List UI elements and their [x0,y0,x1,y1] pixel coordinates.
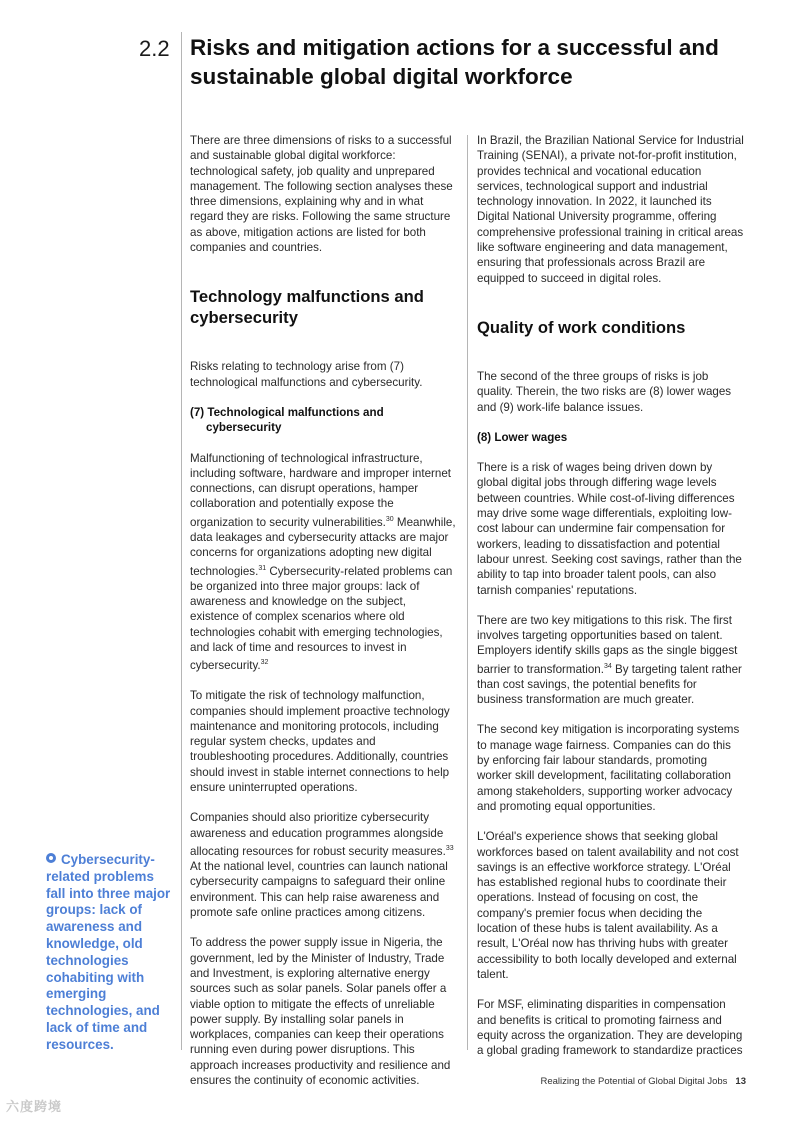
awareness-text-b: At the national level, countries can launch national cybersecurity campaigns to safeguard their online environment. This can help raise awareness and promote safe online practices among citizens. [190,860,448,920]
heading-quality-of-work: Quality of work conditions [477,317,686,337]
loreal-paragraph: L'Oréal's experience shows that seeking global workforces based on talent availability and not cost savings is an effective workforce strategy. L'Oréal has established regional hubs to coordinate their operations. Instead of focusing on cost, the company's premier focus when deciding the location of these hubs is talent availability. As a result, L'Oréal now has thriving hubs with greater accessibility to both locally developed and external talent. [477,830,739,981]
awareness-paragraph [190,810,458,920]
talent-text-a: There are two key mitigations to this risk. The first involves targeting opportunities based on talent. Employers identify skills gaps as the single biggest barrier to transformation. [477,613,738,676]
left-column [190,133,458,1088]
header-divider [181,32,182,1050]
mitigation-paragraph: To mitigate the risk of technology malfunction, companies should implement proactive technology maintenance and monitoring protocols, including regular system checks, updates and troubleshooting procedures. Additionally, countries should invest in stable internet connections to help ensure uninterrupted operations. [190,689,450,795]
page-title: Risks and mitigation actions for a successful and sustainable global digital workforce [190,35,719,89]
quote-bullet-icon [46,853,56,863]
section-number: 2.2 [139,36,170,61]
footnote-ref-33[interactable]: 33 [445,844,454,852]
tech-intro-paragraph: Risks relating to technology arise from (7) technological malfunctions and cybersecurity. [190,360,423,389]
nigeria-paragraph: To address the power supply issue in Nigeria, the government, led by the Minister of Industry, Trade and Investment, is exploring alternative energy sources such as solar panels. Solar panels offer a viable option to mitigate the effects of unreliable power supply. By installing solar panels in workplaces, companies can keep their operations running even during power disruptions. This approach increases productivity and resilience and ensures the continuity of economic activities. [190,936,451,1087]
footnote-ref-31[interactable]: 31 [258,564,267,572]
subheading-lower-wages: (8) Lower wages [477,430,568,444]
page-footer [540,1076,746,1087]
tech-risk-text-b: Meanwhile, data leakages and cybersecurity attacks are major concerns for organizations adopting new digital technologies. [190,515,456,578]
column-divider [467,135,468,1050]
talent-text-b: By targeting talent rather than cost savings, the potential benefits for business transformation are much greater. [477,662,742,707]
intro-paragraph: There are three dimensions of risks to a successful and sustainable global digital workforce: technological safety, job quality and unprepared management. The following section analyses these three dimensions, explaining why and in what regard they are risks. Following the same structure as above, mitigation actions are listed for both companies and countries. [190,134,453,255]
footer-title: Realizing the Potential of Global Digital Jobs [540,1076,728,1087]
quality-intro-paragraph: The second of the three groups of risks is job quality. Therein, the two risks are (8) lower wages and (9) work-life balance issues. [477,369,732,414]
msf-paragraph: For MSF, eliminating disparities in compensation and benefits is critical to promoting fairness and equity across the organization. They are developing a global grading framework to standardize practices [477,998,743,1058]
subheading-technological-malfunctions: (7) Technological malfunctions and cybersecurity [190,405,384,435]
tech-risk-text-a: Malfunctioning of technological infrastructure, including software, hardware and improper internet connections, can disrupt operations, hamper collaboration and potentially expose the organization to security vulnerabilities. [190,451,452,529]
footnote-ref-34[interactable]: 34 [603,662,612,670]
tech-risk-text-c: Cybersecurity-related problems can be organized into three major groups: lack of awareness and knowledge on the subject, existence of complex scenarios where old technologies cohabit with emerging technologies, and lack of time and resources to invest in cybersecurity. [190,564,453,672]
footnote-ref-32[interactable]: 32 [260,659,269,667]
callout-text: Cybersecurity-related problems fall into three major groups: lack of awareness and knowledge, old technologies cohabiting with emerging technologies, and lack of time and resources. [46,852,171,1052]
heading-technology-malfunctions: Technology malfunctions and cybersecurity [190,287,424,328]
watermark-logo: 六度跨境 [6,1099,63,1114]
footnote-ref-30[interactable]: 30 [385,515,394,523]
talent-mitigation-paragraph [477,613,745,708]
page-number: 13 [735,1076,746,1087]
wages-risk-paragraph: There is a risk of wages being driven down by global digital jobs through differing wage levels between countries. While cost-of-living differences may drive some wage differentials, exploiting low-cost labour can undermine fair compensation for workers, leading to dissatisfaction and potential labour unrest. Seeking cost savings, rather than the ability to tap into broader talent pools, can also tarnish companies' reputations. [477,461,742,597]
callout-quote [46,852,171,1054]
wage-fairness-paragraph: The second key mitigation is incorporating systems to manage wage fairness. Companies can do this by enforcing fair labour standards, promoting worker skill development, facilitating collaboration among stakeholders, supporting worker advocacy and promoting equal opportunities. [477,723,740,813]
brazil-paragraph: In Brazil, the Brazilian National Service for Industrial Training (SENAI), a private not-for-profit institution, provides technical and vocational education services, technological support and industrial technology innovation. In 2022, it launched its Digital National University programme, offering comprehensive professional training in critical areas like software engineering and data management, ensuring that professionals across Brazil are equipped to succeed in digital roles. [477,134,744,285]
tech-risk-paragraph [190,451,458,674]
awareness-text-a: Companies should also prioritize cybersecurity awareness and education programmes alongside allocating resources for robust security measures. [190,811,446,858]
right-column [477,133,745,1058]
